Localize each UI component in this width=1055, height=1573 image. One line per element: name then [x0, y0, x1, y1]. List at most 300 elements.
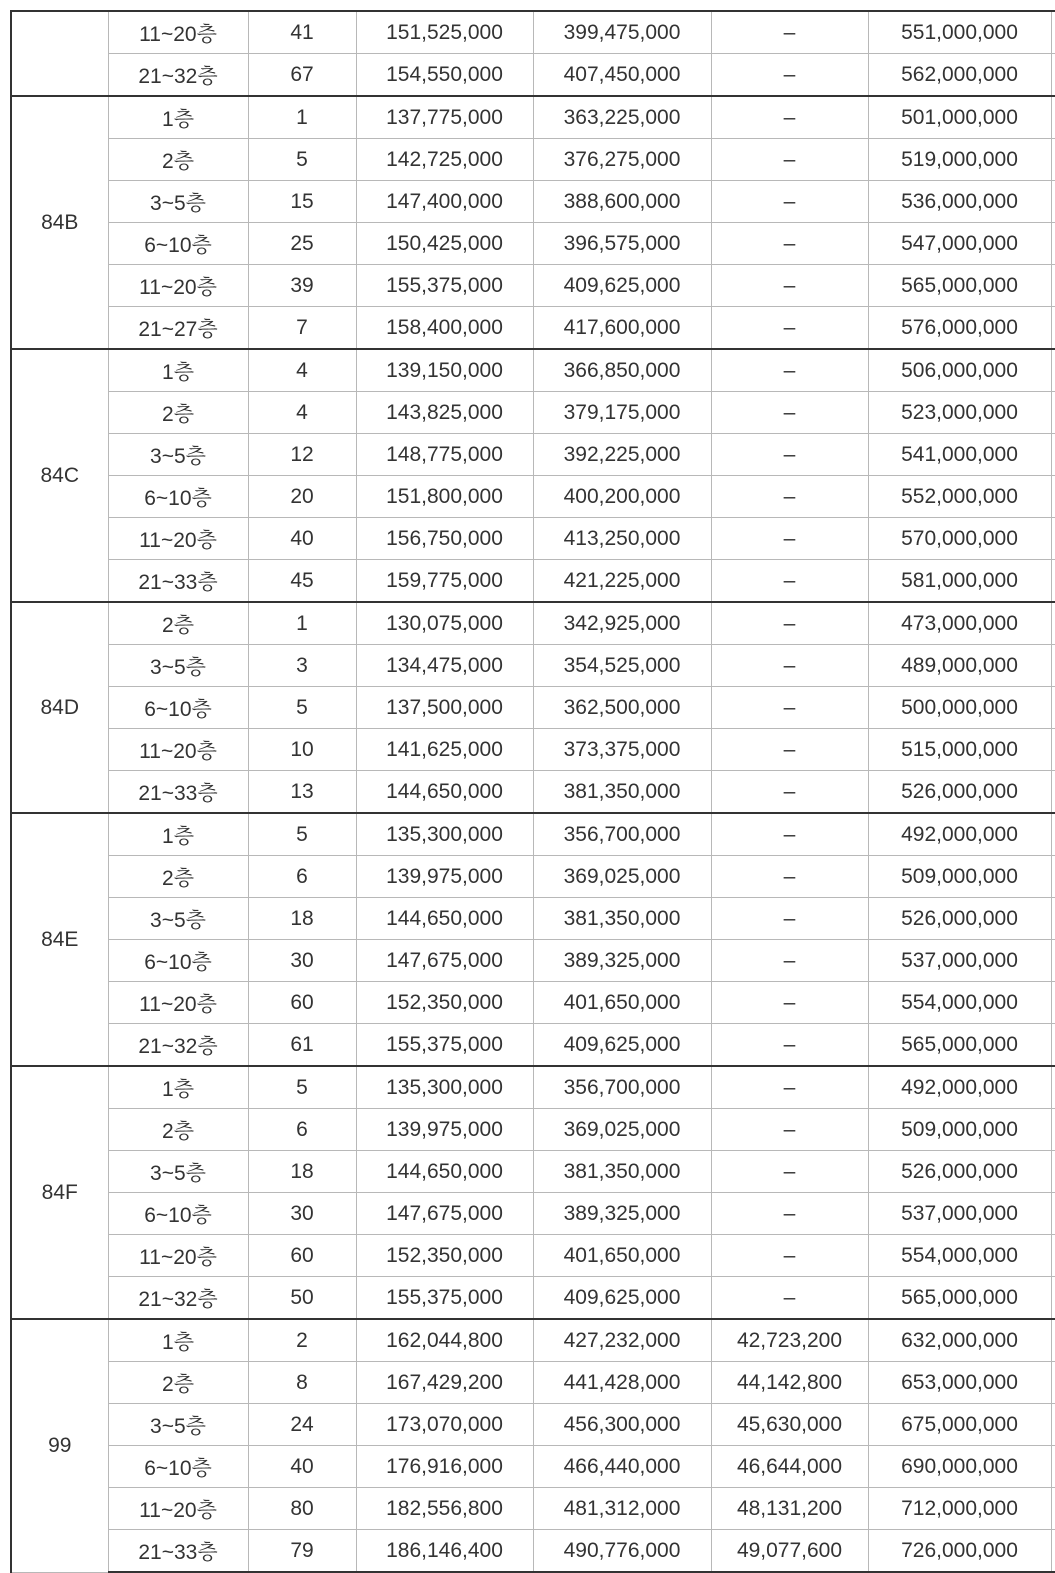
clipped-column-cell	[1051, 1488, 1055, 1530]
building-price-cell: 407,450,000	[533, 54, 711, 97]
table-row	[11, 476, 1055, 518]
units-cell: 39	[248, 265, 356, 307]
units-cell: 60	[248, 1235, 356, 1277]
units-cell: 5	[248, 139, 356, 181]
floor-cell: 11~20층	[108, 11, 248, 54]
building-price-cell: 392,225,000	[533, 434, 711, 476]
floor-cell: 6~10층	[108, 940, 248, 982]
clipped-column-cell	[1051, 476, 1055, 518]
vat-cell: –	[711, 940, 868, 982]
floor-cell: 1층	[108, 96, 248, 139]
clipped-column-cell	[1051, 687, 1055, 729]
vat-cell: –	[711, 729, 868, 771]
vat-cell: –	[711, 1193, 868, 1235]
units-cell: 2	[248, 1319, 356, 1362]
land-price-cell: 155,375,000	[356, 1024, 533, 1067]
building-price-cell: 369,025,000	[533, 856, 711, 898]
floor-cell: 11~20층	[108, 729, 248, 771]
table-row	[11, 687, 1055, 729]
total-price-cell: 523,000,000	[868, 392, 1051, 434]
clipped-column-cell	[1051, 307, 1055, 350]
floor-cell: 3~5층	[108, 645, 248, 687]
floor-cell: 3~5층	[108, 434, 248, 476]
building-price-cell: 376,275,000	[533, 139, 711, 181]
table-row	[11, 54, 1055, 97]
clipped-column-cell	[1051, 1066, 1055, 1109]
unit-type-cell: 84E	[11, 813, 108, 1066]
vat-cell: –	[711, 1109, 868, 1151]
building-price-cell: 366,850,000	[533, 349, 711, 392]
clipped-column-cell	[1051, 96, 1055, 139]
building-price-cell: 363,225,000	[533, 96, 711, 139]
total-price-cell: 519,000,000	[868, 139, 1051, 181]
total-price-cell: 565,000,000	[868, 1277, 1051, 1320]
building-price-cell: 369,025,000	[533, 1109, 711, 1151]
total-price-cell: 552,000,000	[868, 476, 1051, 518]
units-cell: 5	[248, 813, 356, 856]
clipped-column-cell	[1051, 1404, 1055, 1446]
units-cell: 6	[248, 856, 356, 898]
clipped-column-cell	[1051, 181, 1055, 223]
floor-cell: 1층	[108, 813, 248, 856]
units-cell: 1	[248, 96, 356, 139]
units-cell: 10	[248, 729, 356, 771]
table-row	[11, 518, 1055, 560]
vat-cell: –	[711, 1277, 868, 1320]
vat-cell: –	[711, 265, 868, 307]
clipped-column-cell	[1051, 1530, 1055, 1573]
table-row	[11, 349, 1055, 392]
clipped-column-cell	[1051, 1277, 1055, 1320]
building-price-cell: 399,475,000	[533, 11, 711, 54]
clipped-column-cell	[1051, 982, 1055, 1024]
total-price-cell: 554,000,000	[868, 1235, 1051, 1277]
land-price-cell: 147,675,000	[356, 1193, 533, 1235]
clipped-column-cell	[1051, 645, 1055, 687]
building-price-cell: 342,925,000	[533, 602, 711, 645]
floor-cell: 21~33층	[108, 1530, 248, 1573]
total-price-cell: 576,000,000	[868, 307, 1051, 350]
land-price-cell: 134,475,000	[356, 645, 533, 687]
vat-cell: 45,630,000	[711, 1404, 868, 1446]
unit-type-cell: 99	[11, 1319, 108, 1572]
units-cell: 13	[248, 771, 356, 814]
units-cell: 24	[248, 1404, 356, 1446]
floor-cell: 6~10층	[108, 1446, 248, 1488]
vat-cell: –	[711, 11, 868, 54]
vat-cell: –	[711, 1024, 868, 1067]
clipped-column-cell	[1051, 1235, 1055, 1277]
land-price-cell: 154,550,000	[356, 54, 533, 97]
units-cell: 6	[248, 1109, 356, 1151]
land-price-cell: 139,975,000	[356, 1109, 533, 1151]
vat-cell: –	[711, 139, 868, 181]
land-price-cell: 155,375,000	[356, 265, 533, 307]
floor-cell: 11~20층	[108, 1235, 248, 1277]
total-price-cell: 473,000,000	[868, 602, 1051, 645]
land-price-cell: 155,375,000	[356, 1277, 533, 1320]
land-price-cell: 144,650,000	[356, 771, 533, 814]
land-price-cell: 135,300,000	[356, 813, 533, 856]
total-price-cell: 526,000,000	[868, 771, 1051, 814]
table-row	[11, 771, 1055, 814]
vat-cell: –	[711, 898, 868, 940]
vat-cell: –	[711, 856, 868, 898]
land-price-cell: 162,044,800	[356, 1319, 533, 1362]
table-row	[11, 898, 1055, 940]
units-cell: 8	[248, 1362, 356, 1404]
building-price-cell: 379,175,000	[533, 392, 711, 434]
units-cell: 25	[248, 223, 356, 265]
units-cell: 41	[248, 11, 356, 54]
table-row	[11, 1024, 1055, 1067]
building-price-cell: 481,312,000	[533, 1488, 711, 1530]
table-row	[11, 1277, 1055, 1320]
total-price-cell: 526,000,000	[868, 898, 1051, 940]
table-row	[11, 139, 1055, 181]
units-cell: 30	[248, 940, 356, 982]
clipped-column-cell	[1051, 729, 1055, 771]
floor-cell: 11~20층	[108, 265, 248, 307]
floor-cell: 6~10층	[108, 1193, 248, 1235]
table-row	[11, 11, 1055, 54]
land-price-cell: 173,070,000	[356, 1404, 533, 1446]
total-price-cell: 537,000,000	[868, 1193, 1051, 1235]
units-cell: 61	[248, 1024, 356, 1067]
total-price-cell: 554,000,000	[868, 982, 1051, 1024]
unit-type-cell: 84D	[11, 602, 108, 813]
vat-cell: –	[711, 476, 868, 518]
total-price-cell: 509,000,000	[868, 856, 1051, 898]
building-price-cell: 389,325,000	[533, 1193, 711, 1235]
floor-cell: 2층	[108, 602, 248, 645]
land-price-cell: 176,916,000	[356, 1446, 533, 1488]
floor-cell: 6~10층	[108, 223, 248, 265]
land-price-cell: 159,775,000	[356, 560, 533, 603]
vat-cell: 46,644,000	[711, 1446, 868, 1488]
vat-cell: –	[711, 1066, 868, 1109]
total-price-cell: 690,000,000	[868, 1446, 1051, 1488]
clipped-column-cell	[1051, 1446, 1055, 1488]
total-price-cell: 489,000,000	[868, 645, 1051, 687]
table-row	[11, 982, 1055, 1024]
units-cell: 80	[248, 1488, 356, 1530]
clipped-column-cell	[1051, 898, 1055, 940]
total-price-cell: 541,000,000	[868, 434, 1051, 476]
vat-cell: –	[711, 687, 868, 729]
floor-cell: 1층	[108, 349, 248, 392]
total-price-cell: 675,000,000	[868, 1404, 1051, 1446]
clipped-column-cell	[1051, 434, 1055, 476]
vat-cell: –	[711, 349, 868, 392]
floor-cell: 21~32층	[108, 1277, 248, 1320]
price-table	[10, 10, 1055, 1573]
table-row	[11, 223, 1055, 265]
vat-cell: –	[711, 392, 868, 434]
floor-cell: 11~20층	[108, 982, 248, 1024]
units-cell: 3	[248, 645, 356, 687]
units-cell: 60	[248, 982, 356, 1024]
clipped-column-cell	[1051, 856, 1055, 898]
building-price-cell: 413,250,000	[533, 518, 711, 560]
building-price-cell: 409,625,000	[533, 265, 711, 307]
total-price-cell: 726,000,000	[868, 1530, 1051, 1573]
unit-type-cell: 84C	[11, 349, 108, 602]
floor-cell: 3~5층	[108, 181, 248, 223]
unit-type-cell: 84B	[11, 96, 108, 349]
land-price-cell: 152,350,000	[356, 982, 533, 1024]
unit-type-cell: 84F	[11, 1066, 108, 1319]
land-price-cell: 135,300,000	[356, 1066, 533, 1109]
land-price-cell: 151,525,000	[356, 11, 533, 54]
building-price-cell: 417,600,000	[533, 307, 711, 350]
units-cell: 1	[248, 602, 356, 645]
vat-cell: –	[711, 982, 868, 1024]
land-price-cell: 139,975,000	[356, 856, 533, 898]
land-price-cell: 130,075,000	[356, 602, 533, 645]
land-price-cell: 158,400,000	[356, 307, 533, 350]
table-row	[11, 1193, 1055, 1235]
floor-cell: 2층	[108, 139, 248, 181]
table-row	[11, 307, 1055, 350]
building-price-cell: 401,650,000	[533, 982, 711, 1024]
land-price-cell: 152,350,000	[356, 1235, 533, 1277]
vat-cell: –	[711, 1235, 868, 1277]
total-price-cell: 506,000,000	[868, 349, 1051, 392]
clipped-column-cell	[1051, 223, 1055, 265]
building-price-cell: 373,375,000	[533, 729, 711, 771]
table-row	[11, 1446, 1055, 1488]
table-row	[11, 96, 1055, 139]
building-price-cell: 356,700,000	[533, 813, 711, 856]
vat-cell: –	[711, 518, 868, 560]
units-cell: 30	[248, 1193, 356, 1235]
vat-cell: 44,142,800	[711, 1362, 868, 1404]
land-price-cell: 182,556,800	[356, 1488, 533, 1530]
total-price-cell: 509,000,000	[868, 1109, 1051, 1151]
vat-cell: –	[711, 560, 868, 603]
building-price-cell: 356,700,000	[533, 1066, 711, 1109]
clipped-column-cell	[1051, 1362, 1055, 1404]
building-price-cell: 409,625,000	[533, 1277, 711, 1320]
land-price-cell: 148,775,000	[356, 434, 533, 476]
building-price-cell: 396,575,000	[533, 223, 711, 265]
land-price-cell: 143,825,000	[356, 392, 533, 434]
units-cell: 40	[248, 518, 356, 560]
total-price-cell: 515,000,000	[868, 729, 1051, 771]
units-cell: 18	[248, 1151, 356, 1193]
units-cell: 50	[248, 1277, 356, 1320]
building-price-cell: 388,600,000	[533, 181, 711, 223]
building-price-cell: 490,776,000	[533, 1530, 711, 1573]
total-price-cell: 551,000,000	[868, 11, 1051, 54]
vat-cell: –	[711, 771, 868, 814]
land-price-cell: 142,725,000	[356, 139, 533, 181]
clipped-column-cell	[1051, 349, 1055, 392]
land-price-cell: 144,650,000	[356, 1151, 533, 1193]
table-row	[11, 729, 1055, 771]
clipped-column-cell	[1051, 1024, 1055, 1067]
building-price-cell: 466,440,000	[533, 1446, 711, 1488]
vat-cell: –	[711, 645, 868, 687]
table-row	[11, 645, 1055, 687]
clipped-column-cell	[1051, 139, 1055, 181]
floor-cell: 21~32층	[108, 1024, 248, 1067]
vat-cell: –	[711, 813, 868, 856]
vat-cell: –	[711, 96, 868, 139]
land-price-cell: 139,150,000	[356, 349, 533, 392]
total-price-cell: 632,000,000	[868, 1319, 1051, 1362]
units-cell: 79	[248, 1530, 356, 1573]
table-row	[11, 181, 1055, 223]
table-row	[11, 1404, 1055, 1446]
floor-cell: 21~27층	[108, 307, 248, 350]
units-cell: 67	[248, 54, 356, 97]
vat-cell: –	[711, 602, 868, 645]
floor-cell: 1층	[108, 1066, 248, 1109]
land-price-cell: 141,625,000	[356, 729, 533, 771]
floor-cell: 2층	[108, 1109, 248, 1151]
floor-cell: 6~10층	[108, 476, 248, 518]
floor-cell: 2층	[108, 856, 248, 898]
floor-cell: 3~5층	[108, 1404, 248, 1446]
table-row	[11, 1235, 1055, 1277]
land-price-cell: 137,500,000	[356, 687, 533, 729]
vat-cell: –	[711, 223, 868, 265]
table-row	[11, 1362, 1055, 1404]
table-row	[11, 434, 1055, 476]
clipped-column-cell	[1051, 771, 1055, 814]
land-price-cell: 147,675,000	[356, 940, 533, 982]
table-row	[11, 856, 1055, 898]
total-price-cell: 526,000,000	[868, 1151, 1051, 1193]
total-price-cell: 500,000,000	[868, 687, 1051, 729]
total-price-cell: 547,000,000	[868, 223, 1051, 265]
clipped-column-cell	[1051, 813, 1055, 856]
units-cell: 4	[248, 392, 356, 434]
land-price-cell: 144,650,000	[356, 898, 533, 940]
land-price-cell: 147,400,000	[356, 181, 533, 223]
vat-cell: 49,077,600	[711, 1530, 868, 1573]
floor-cell: 1층	[108, 1319, 248, 1362]
units-cell: 18	[248, 898, 356, 940]
total-price-cell: 492,000,000	[868, 1066, 1051, 1109]
total-price-cell: 712,000,000	[868, 1488, 1051, 1530]
total-price-cell: 562,000,000	[868, 54, 1051, 97]
unit-type-cell	[11, 11, 108, 96]
clipped-column-cell	[1051, 1109, 1055, 1151]
total-price-cell: 581,000,000	[868, 560, 1051, 603]
total-price-cell: 501,000,000	[868, 96, 1051, 139]
units-cell: 7	[248, 307, 356, 350]
total-price-cell: 653,000,000	[868, 1362, 1051, 1404]
building-price-cell: 441,428,000	[533, 1362, 711, 1404]
building-price-cell: 400,200,000	[533, 476, 711, 518]
floor-cell: 21~33층	[108, 560, 248, 603]
clipped-column-cell	[1051, 602, 1055, 645]
building-price-cell: 421,225,000	[533, 560, 711, 603]
clipped-column-cell	[1051, 518, 1055, 560]
building-price-cell: 381,350,000	[533, 1151, 711, 1193]
total-price-cell: 492,000,000	[868, 813, 1051, 856]
building-price-cell: 381,350,000	[533, 771, 711, 814]
table-row	[11, 1488, 1055, 1530]
clipped-column-cell	[1051, 11, 1055, 54]
vat-cell: –	[711, 1151, 868, 1193]
floor-cell: 21~32층	[108, 54, 248, 97]
units-cell: 20	[248, 476, 356, 518]
land-price-cell: 186,146,400	[356, 1530, 533, 1573]
building-price-cell: 427,232,000	[533, 1319, 711, 1362]
land-price-cell: 167,429,200	[356, 1362, 533, 1404]
table-row	[11, 1109, 1055, 1151]
floor-cell: 21~33층	[108, 771, 248, 814]
table-row	[11, 265, 1055, 307]
table-row	[11, 1530, 1055, 1573]
land-price-cell: 150,425,000	[356, 223, 533, 265]
floor-cell: 6~10층	[108, 687, 248, 729]
clipped-column-cell	[1051, 1319, 1055, 1362]
table-row	[11, 1151, 1055, 1193]
clipped-column-cell	[1051, 265, 1055, 307]
vat-cell: –	[711, 307, 868, 350]
units-cell: 40	[248, 1446, 356, 1488]
units-cell: 4	[248, 349, 356, 392]
building-price-cell: 456,300,000	[533, 1404, 711, 1446]
building-price-cell: 381,350,000	[533, 898, 711, 940]
units-cell: 15	[248, 181, 356, 223]
units-cell: 5	[248, 687, 356, 729]
vat-cell: –	[711, 434, 868, 476]
table-row	[11, 602, 1055, 645]
vat-cell: –	[711, 181, 868, 223]
floor-cell: 11~20층	[108, 518, 248, 560]
floor-cell: 11~20층	[108, 1488, 248, 1530]
vat-cell: –	[711, 54, 868, 97]
land-price-cell: 156,750,000	[356, 518, 533, 560]
total-price-cell: 565,000,000	[868, 1024, 1051, 1067]
land-price-cell: 151,800,000	[356, 476, 533, 518]
units-cell: 5	[248, 1066, 356, 1109]
table-row	[11, 813, 1055, 856]
building-price-cell: 401,650,000	[533, 1235, 711, 1277]
table-body	[11, 11, 1055, 1572]
clipped-column-cell	[1051, 392, 1055, 434]
land-price-cell: 137,775,000	[356, 96, 533, 139]
building-price-cell: 389,325,000	[533, 940, 711, 982]
table-row	[11, 1066, 1055, 1109]
building-price-cell: 362,500,000	[533, 687, 711, 729]
total-price-cell: 565,000,000	[868, 265, 1051, 307]
floor-cell: 2층	[108, 392, 248, 434]
units-cell: 45	[248, 560, 356, 603]
table-row	[11, 1319, 1055, 1362]
vat-cell: 42,723,200	[711, 1319, 868, 1362]
clipped-column-cell	[1051, 1151, 1055, 1193]
clipped-column-cell	[1051, 560, 1055, 603]
clipped-column-cell	[1051, 1193, 1055, 1235]
total-price-cell: 570,000,000	[868, 518, 1051, 560]
total-price-cell: 537,000,000	[868, 940, 1051, 982]
clipped-column-cell	[1051, 54, 1055, 97]
table-row	[11, 560, 1055, 603]
table-row	[11, 392, 1055, 434]
table-row	[11, 940, 1055, 982]
floor-cell: 2층	[108, 1362, 248, 1404]
building-price-cell: 354,525,000	[533, 645, 711, 687]
floor-cell: 3~5층	[108, 898, 248, 940]
total-price-cell: 536,000,000	[868, 181, 1051, 223]
